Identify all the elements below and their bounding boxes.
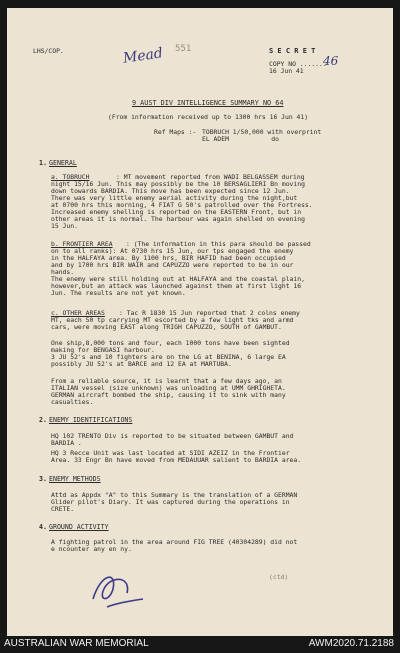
footer-institution: AUSTRALIAN WAR MEMORIAL <box>4 638 149 649</box>
methods-line: Attd as Appdx "A" to this Summary is the translation of a GERMAN <box>51 491 298 499</box>
identification-line: BARDIA . <box>51 439 82 447</box>
para-b-line: hands. <box>51 268 75 276</box>
para-c-line: ITALIAN vessel (size unknown) was unloading at UMM GHRIGHETA. <box>51 384 286 392</box>
stamp-number: 551 <box>175 44 192 54</box>
para-b-line: Jun. The results are not yet known. <box>51 289 186 297</box>
para-a-line: There was very little enemy aerial activity during the night,but <box>51 194 298 202</box>
para-b-line: and by 1700 hrs BIR WAIR and CAPUZZO were reported to be in our <box>51 261 294 269</box>
document-date: 16 Jun 41 <box>269 67 304 75</box>
para-c-line: cars, were moving EAST along TRIGH CAPUZZO, SOUTH of GAMBUT. <box>51 323 282 331</box>
ground-line: A fighting patrol in the area around FIG TREE (40304289) did not <box>51 538 298 546</box>
identification-line: Area. 33 Engr Bn have moved from MEDAUUAR salient to BARDIA area. <box>51 456 302 464</box>
footer-catalogue-number: AWM2020.71.2188 <box>308 638 394 649</box>
para-b-line: in the HALFAYA area. By 1100 hrs, BIR HAFID had been occupied <box>51 254 286 262</box>
copy-number: 46 <box>323 54 339 68</box>
para-a-line: night 15/16 Jun. This may possibly be the 10 BERSAGLIERI Bn moving <box>51 180 305 188</box>
para-b-line: on to all ranks): At 0730 hrs 15 Jun, our tps engaged the enemy <box>51 247 294 255</box>
ref-maps-label: Ref Maps :- <box>154 128 197 136</box>
para-b-line: however,but an attack was launched against them at first light 16 <box>51 282 302 290</box>
para-c-label: c. OTHER AREAS <box>51 309 105 317</box>
para-c-line: possibly JU 52's at BARCE and 12 EA at MARTUBA. <box>51 360 232 368</box>
para-c-line: 3 JU 52's and 10 fighters are on the LG at BENINA, 6 large EA <box>51 353 286 361</box>
reference-code: LHS/COP. <box>33 47 64 55</box>
identification-line: HQ 102 TRENTO Div is reported to be situated between GAMBUT and <box>51 432 294 440</box>
para-c-line: casualties. <box>51 398 94 406</box>
ref-map-2: EL ADEM do <box>202 135 279 143</box>
para-a-line: : MT movement reported from WADI BELGASSEM during <box>116 173 305 181</box>
methods-line: Glider pilot's Diary. It was captured during the operations in <box>51 498 290 506</box>
section-heading: 3. ENEMY METHODS <box>39 475 101 483</box>
para-b-line: The enemy were still holding out at HALFAYA and the coastal plain, <box>51 275 305 283</box>
page-mark: (ctd) <box>269 573 289 581</box>
para-c-line: making for BENGASI harbour. <box>51 346 155 354</box>
para-c-line: One ship,8,000 tons and four, each 1000 tons have been sighted <box>51 339 290 347</box>
document-page <box>7 8 393 636</box>
para-c-line: MT, each 50 tp carrying MT escorted by a few light tks and armd <box>51 316 294 324</box>
ground-line: e ncounter any en ny. <box>51 545 132 553</box>
ref-map-1: TOBRUCH 1/50,000 with overprint <box>202 128 322 136</box>
para-a-line: at 0700 hrs this morning, 4 FIAT G 50's patrolled over the Fortress. <box>51 201 313 209</box>
para-a-line: Increased enemy shelling is reported on the EASTERN Front, but in <box>51 208 302 216</box>
signature-scribble <box>87 563 147 613</box>
para-a-label: a. TOBRUCH <box>51 173 90 181</box>
para-b-label: b. FRONTIER AREA <box>51 240 113 248</box>
methods-line: CRETE. <box>51 505 75 513</box>
section-heading: 1. GENERAL <box>39 159 77 167</box>
para-a-line: other areas it is normal. The harbour was again shelled on evening <box>51 215 305 223</box>
para-b-line: : (The information in this para should be passed <box>126 240 311 248</box>
section-heading: 2. ENEMY IDENTIFICATIONS <box>39 416 133 424</box>
security-classification: S E C R E T <box>269 47 316 55</box>
para-c-line: : Tac R 1830 15 Jun reported that 2 colns enemy <box>119 309 300 317</box>
copy-label: COPY NO ....... <box>269 60 327 68</box>
handwritten-annotation: Mead <box>122 45 164 67</box>
para-a-line: down towards BARDIA. This move has been expected since 12 Jun. <box>51 187 290 195</box>
archive-footer <box>0 636 400 653</box>
para-c-line: GERMAN aircraft bombed the ship, causing it to sink with many <box>51 391 286 399</box>
para-c-line: From a reliable source, it is learnt that a few days ago, an <box>51 377 282 385</box>
identification-line: HQ 3 Recce Unit was last located at SIDI AZEIZ in the Frontier <box>51 449 290 457</box>
para-a-line: 15 Jun. <box>51 222 78 230</box>
document-title: 9 AUST DIV INTELLIGENCE SUMMARY NO 64 <box>132 99 284 107</box>
section-heading: 4. GROUND ACTIVITY <box>39 523 109 531</box>
document-subtitle: (From information received up to 1300 hrs 16 Jun 41) <box>108 113 309 121</box>
